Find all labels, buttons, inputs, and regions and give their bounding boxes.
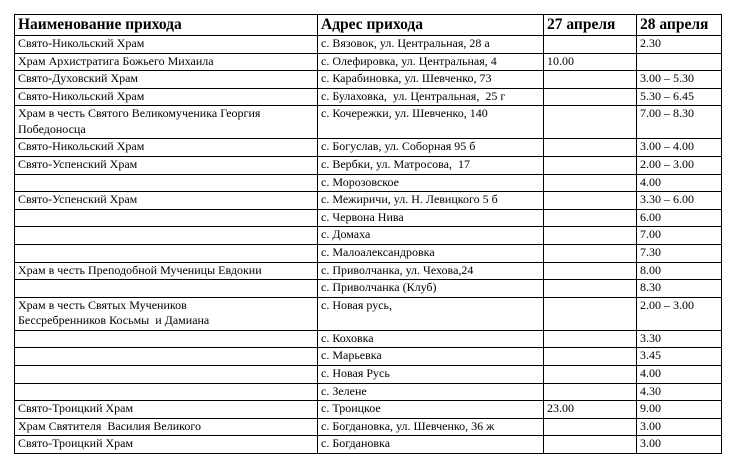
cell-parish-address: с. Межиричи, ул. Н. Левицкого 5 б [318, 192, 544, 210]
cell-parish-address: с. Морозовское [318, 174, 544, 192]
cell-april-27 [544, 348, 637, 366]
cell-april-28: 7.30 [637, 244, 722, 262]
table-row [15, 280, 722, 298]
header-parish-name: Наименование прихода [15, 15, 318, 36]
cell-april-27 [544, 192, 637, 210]
table-row [15, 330, 722, 348]
cell-parish-name: Храм Архистратига Божьего Михаила [15, 53, 318, 71]
cell-april-27: 10.00 [544, 53, 637, 71]
cell-parish-name: Свято-Троицкий Храм [15, 436, 318, 454]
table-row [15, 139, 722, 157]
cell-parish-address: с. Вербки, ул. Матросова, 17 [318, 156, 544, 174]
cell-april-27 [544, 71, 637, 89]
cell-april-28: 7.00 – 8.30 [637, 106, 722, 139]
cell-parish-name [15, 383, 318, 401]
cell-april-28: 5.30 – 6.45 [637, 88, 722, 106]
table-row [15, 418, 722, 436]
cell-parish-address: с. Приволчанка, ул. Чехова,24 [318, 262, 544, 280]
table-row [15, 436, 722, 454]
cell-parish-name [15, 330, 318, 348]
cell-april-28: 3.30 [637, 330, 722, 348]
table-row [15, 365, 722, 383]
cell-parish-name [15, 174, 318, 192]
cell-april-28: 4.30 [637, 383, 722, 401]
cell-parish-name: Свято-Троицкий Храм [15, 401, 318, 419]
cell-parish-name: Храм в честь Святых Мучеников Бессребренников Косьмы и Дамиана [15, 297, 318, 330]
table-row [15, 383, 722, 401]
cell-april-28: 3.00 [637, 418, 722, 436]
cell-april-27 [544, 36, 637, 54]
table-row [15, 53, 722, 71]
cell-april-27 [544, 365, 637, 383]
cell-parish-address: с. Новая русь, [318, 297, 544, 330]
cell-april-27 [544, 209, 637, 227]
cell-april-28: 2.00 – 3.00 [637, 156, 722, 174]
header-row [15, 15, 722, 36]
cell-april-27 [544, 297, 637, 330]
cell-parish-name [15, 227, 318, 245]
cell-parish-name [15, 348, 318, 366]
cell-parish-name [15, 209, 318, 227]
cell-april-28: 4.00 [637, 174, 722, 192]
cell-parish-name: Храм в честь Преподобной Мученицы Евдокии [15, 262, 318, 280]
cell-april-27 [544, 330, 637, 348]
table-row [15, 71, 722, 89]
cell-april-28: 3.00 – 5.30 [637, 71, 722, 89]
cell-parish-name [15, 244, 318, 262]
table-row [15, 244, 722, 262]
cell-parish-name: Свято-Никольский Храм [15, 88, 318, 106]
cell-april-28: 3.45 [637, 348, 722, 366]
cell-parish-address: с. Приволчанка (Клуб) [318, 280, 544, 298]
cell-april-28: 3.30 – 6.00 [637, 192, 722, 210]
cell-parish-address: с. Домаха [318, 227, 544, 245]
cell-parish-address: с. Богдановка [318, 436, 544, 454]
cell-parish-name: Свято-Никольский Храм [15, 139, 318, 157]
cell-april-27 [544, 88, 637, 106]
cell-parish-address: с. Коховка [318, 330, 544, 348]
cell-april-27 [544, 174, 637, 192]
cell-april-27 [544, 262, 637, 280]
table-row [15, 297, 722, 330]
cell-parish-name: Храм Святителя Василия Великого [15, 418, 318, 436]
parish-schedule-table [14, 14, 722, 454]
cell-april-28: 2.00 – 3.00 [637, 297, 722, 330]
cell-parish-name: Свято-Успенский Храм [15, 156, 318, 174]
cell-april-28: 8.30 [637, 280, 722, 298]
table-row [15, 174, 722, 192]
table-row [15, 106, 722, 139]
cell-april-27 [544, 383, 637, 401]
cell-april-27: 23.00 [544, 401, 637, 419]
cell-parish-address: с. Карабиновка, ул. Шевченко, 73 [318, 71, 544, 89]
cell-parish-address: с. Кочережки, ул. Шевченко, 140 [318, 106, 544, 139]
cell-parish-address: с. Марьевка [318, 348, 544, 366]
cell-april-27 [544, 106, 637, 139]
cell-parish-name [15, 280, 318, 298]
table-row [15, 36, 722, 54]
table-row [15, 348, 722, 366]
cell-april-28: 3.00 – 4.00 [637, 139, 722, 157]
cell-parish-address: с. Малоалександровка [318, 244, 544, 262]
header-april-27: 27 апреля [544, 15, 637, 36]
cell-parish-name: Свято-Никольский Храм [15, 36, 318, 54]
cell-april-28 [637, 53, 722, 71]
table-row [15, 156, 722, 174]
cell-parish-address: с. Богдановка, ул. Шевченко, 36 ж [318, 418, 544, 436]
cell-parish-address: с. Троицкое [318, 401, 544, 419]
cell-parish-name: Свято-Духовский Храм [15, 71, 318, 89]
table-row [15, 401, 722, 419]
cell-april-27 [544, 436, 637, 454]
cell-april-28: 8.00 [637, 262, 722, 280]
cell-parish-address: с. Зелене [318, 383, 544, 401]
table-row [15, 227, 722, 245]
table-row [15, 209, 722, 227]
cell-april-27 [544, 418, 637, 436]
cell-april-27 [544, 156, 637, 174]
cell-april-27 [544, 280, 637, 298]
cell-april-28: 7.00 [637, 227, 722, 245]
cell-parish-name: Свято-Успенский Храм [15, 192, 318, 210]
table-row [15, 88, 722, 106]
cell-parish-address: с. Богуслав, ул. Соборная 95 б [318, 139, 544, 157]
header-parish-address: Адрес прихода [318, 15, 544, 36]
cell-parish-name [15, 365, 318, 383]
cell-parish-address: с. Булаховка, ул. Центральная, 25 г [318, 88, 544, 106]
cell-april-28: 2.30 [637, 36, 722, 54]
table-row [15, 192, 722, 210]
cell-april-27 [544, 227, 637, 245]
cell-april-28: 6.00 [637, 209, 722, 227]
cell-parish-address: с. Олефировка, ул. Центральная, 4 [318, 53, 544, 71]
cell-april-28: 9.00 [637, 401, 722, 419]
cell-parish-address: с. Новая Русь [318, 365, 544, 383]
cell-april-27 [544, 244, 637, 262]
cell-april-28: 3.00 [637, 436, 722, 454]
cell-parish-name: Храм в честь Святого Великомученика Георгия Победоносца [15, 106, 318, 139]
table-row [15, 262, 722, 280]
header-april-28: 28 апреля [637, 15, 722, 36]
cell-april-28: 4.00 [637, 365, 722, 383]
cell-april-27 [544, 139, 637, 157]
cell-parish-address: с. Червона Нива [318, 209, 544, 227]
cell-parish-address: с. Вязовок, ул. Центральная, 28 а [318, 36, 544, 54]
